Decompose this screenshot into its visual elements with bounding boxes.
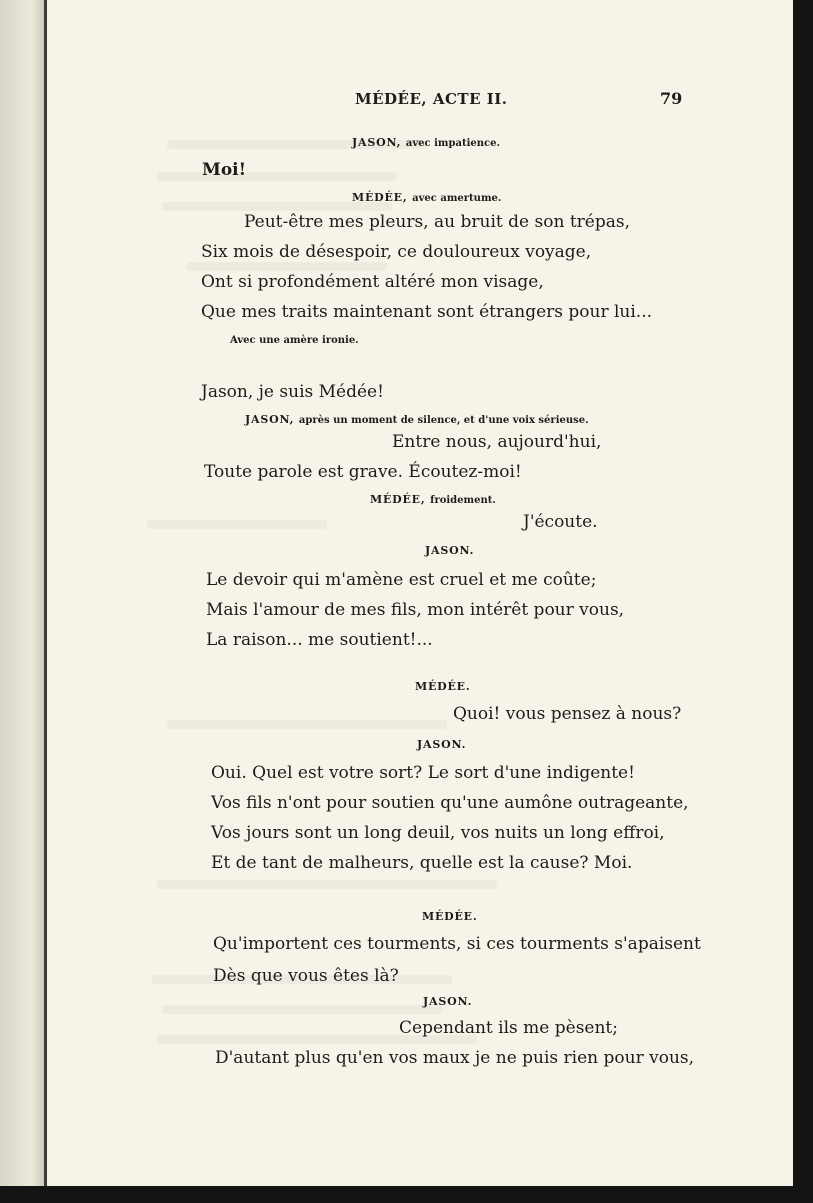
verse-line: Six mois de désespoir, ce douloureux voyage, [201,242,592,262]
stage-direction: froidement. [430,495,496,506]
stage-direction: avec impatience. [405,138,500,149]
speaker-name: JASON. [425,544,475,557]
speaker-line [352,136,500,149]
verse-line: Vos fils n'ont pour soutien qu'une aumône outrageante, [211,793,689,813]
verse-line: Quoi! vous pensez à nous? [453,704,682,724]
speaker-name: MÉDÉE, [370,493,426,506]
verse-line: Entre nous, aujourd'hui, [392,432,602,452]
speaker-line [370,493,496,506]
speaker-name: JASON, [245,413,295,426]
scan-border-right [793,0,813,1203]
facing-page-edge [0,0,46,1190]
verse-line: J'écoute. [523,512,598,532]
page-number: 79 [660,89,683,108]
speaker-name: JASON. [423,995,473,1008]
stage-direction: avec amertume. [412,193,502,204]
verse-line: Dès que vous êtes là? [213,966,399,986]
show-through-text [47,0,793,1186]
verse-line: Moi! [202,160,247,180]
speaker-name: MÉDÉE. [415,680,471,693]
verse-line: Ont si profondément altéré mon visage, [201,272,544,292]
speaker-line [245,413,589,426]
verse-line: Cependant ils me pèsent; [399,1018,618,1038]
stage-direction: après un moment de silence, et d'une voix sérieuse. [298,415,589,426]
verse-line: La raison... me soutient!... [206,630,433,650]
verse-line: Et de tant de malheurs, quelle est la cause? Moi. [211,853,633,873]
speaker-name: MÉDÉE. [422,910,478,923]
book-page [47,0,793,1186]
verse-line: Le devoir qui m'amène est cruel et me coûte; [206,570,597,590]
speaker-name: MÉDÉE, [352,191,408,204]
speaker-name: JASON, [352,136,402,149]
verse-line: D'autant plus qu'en vos maux je ne puis rien pour vous, [215,1048,695,1068]
verse-line: Qu'importent ces tourments, si ces tourments s'apaisent [213,934,701,954]
scan-border-bottom [0,1186,813,1203]
verse-line: Que mes traits maintenant sont étrangers pour lui... [201,302,653,322]
verse-line: Peut-être mes pleurs, au bruit de son trépas, [244,212,630,232]
stage-direction: Avec une amère ironie. [230,335,359,346]
speaker-name: JASON. [417,738,467,751]
verse-line: Oui. Quel est votre sort? Le sort d'une indigente! [211,763,635,783]
verse-line: Vos jours sont un long deuil, vos nuits un long effroi, [211,823,665,843]
verse-line: Jason, je suis Médée! [201,382,384,402]
speaker-line [352,191,501,204]
verse-line: Mais l'amour de mes fils, mon intérêt pour vous, [206,600,625,620]
running-title: MÉDÉE, ACTE II. [355,90,508,108]
verse-line: Toute parole est grave. Écoutez-moi! [204,462,522,482]
